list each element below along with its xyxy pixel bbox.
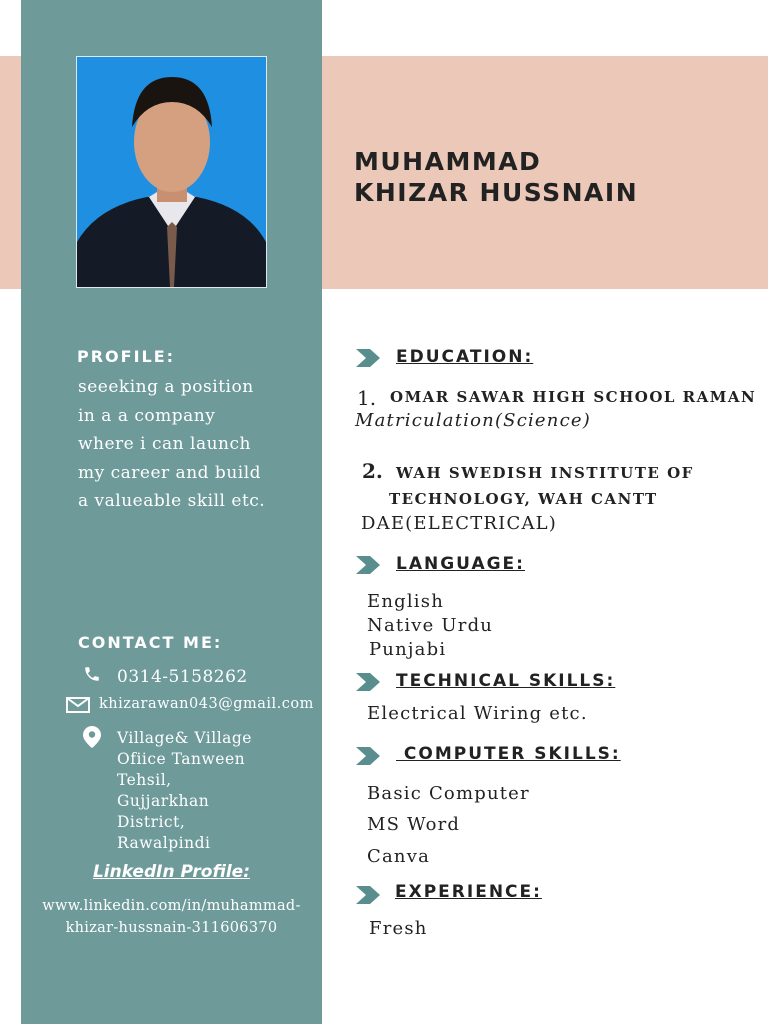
language-item: Native Urdu xyxy=(367,615,494,636)
full-name xyxy=(354,146,754,208)
profile-line: in a a company xyxy=(78,405,216,426)
chevron-right-icon xyxy=(356,556,382,574)
first-name: MUHAMMAD xyxy=(354,147,542,176)
envelope-icon xyxy=(66,697,90,713)
profile-heading: PROFILE: xyxy=(77,347,176,366)
language-item: Punjabi xyxy=(369,639,447,660)
technical-skill: Electrical Wiring etc. xyxy=(367,703,588,724)
experience-text: Fresh xyxy=(369,918,428,939)
education-school: OMAR SAWAR HIGH SCHOOL RAMAN xyxy=(390,388,757,406)
education-degree: Matriculation(Science) xyxy=(355,410,591,431)
address-line: Gujjarkhan xyxy=(117,792,210,810)
computer-skills-heading: COMPUTER SKILLS: xyxy=(396,744,621,764)
linkedin-url-line: khizar-hussnain-311606370 xyxy=(65,920,278,936)
map-pin-icon xyxy=(83,726,101,748)
address-line: Village& Village xyxy=(117,729,252,747)
profile-line: a valueable skill etc. xyxy=(78,491,266,511)
phone-number[interactable]: 0314-5158262 xyxy=(117,667,248,687)
experience-heading: EXPERIENCE: xyxy=(395,882,542,902)
linkedin-heading: LinkedIn Profile: xyxy=(92,862,251,882)
phone-icon xyxy=(83,665,101,683)
education-degree: DAE(ELECTRICAL) xyxy=(361,513,558,534)
technical-skills-heading: TECHNICAL SKILLS: xyxy=(396,671,616,691)
address-line: Rawalpindi xyxy=(117,834,211,852)
profile-line: seeeking a position xyxy=(78,377,254,397)
computer-skill: MS Word xyxy=(367,814,461,835)
address-line: District, xyxy=(117,813,186,831)
computer-skill: Canva xyxy=(367,846,430,867)
computer-skill: Basic Computer xyxy=(367,783,530,804)
language-item: English xyxy=(367,591,444,612)
language-heading: LANGUAGE: xyxy=(396,554,525,574)
chevron-right-icon xyxy=(356,886,382,904)
address xyxy=(117,728,252,854)
profile-photo xyxy=(76,56,267,288)
address-line: Tehsil, xyxy=(117,771,172,789)
education-school: TECHNOLOGY, WAH CANTT xyxy=(389,490,658,508)
education-number: 2. xyxy=(362,459,383,483)
profile-line: where i can launch xyxy=(78,434,251,454)
chevron-right-icon xyxy=(356,673,382,691)
linkedin-url[interactable] xyxy=(21,895,322,939)
education-number: 1. xyxy=(357,386,377,410)
chevron-right-icon xyxy=(356,747,382,765)
contact-heading: CONTACT ME: xyxy=(78,633,223,652)
last-name: KHIZAR HUSSNAIN xyxy=(354,178,639,207)
email-address[interactable]: khizarawan043@gmail.com xyxy=(99,696,314,712)
profile-summary xyxy=(78,373,308,516)
chevron-right-icon xyxy=(356,349,382,367)
education-school: WAH SWEDISH INSTITUTE OF xyxy=(396,464,694,482)
address-line: Ofiice Tanween xyxy=(117,750,246,768)
linkedin-url-line: www.linkedin.com/in/muhammad- xyxy=(42,898,301,914)
profile-line: my career and build xyxy=(78,462,262,483)
education-heading: EDUCATION: xyxy=(396,347,534,367)
